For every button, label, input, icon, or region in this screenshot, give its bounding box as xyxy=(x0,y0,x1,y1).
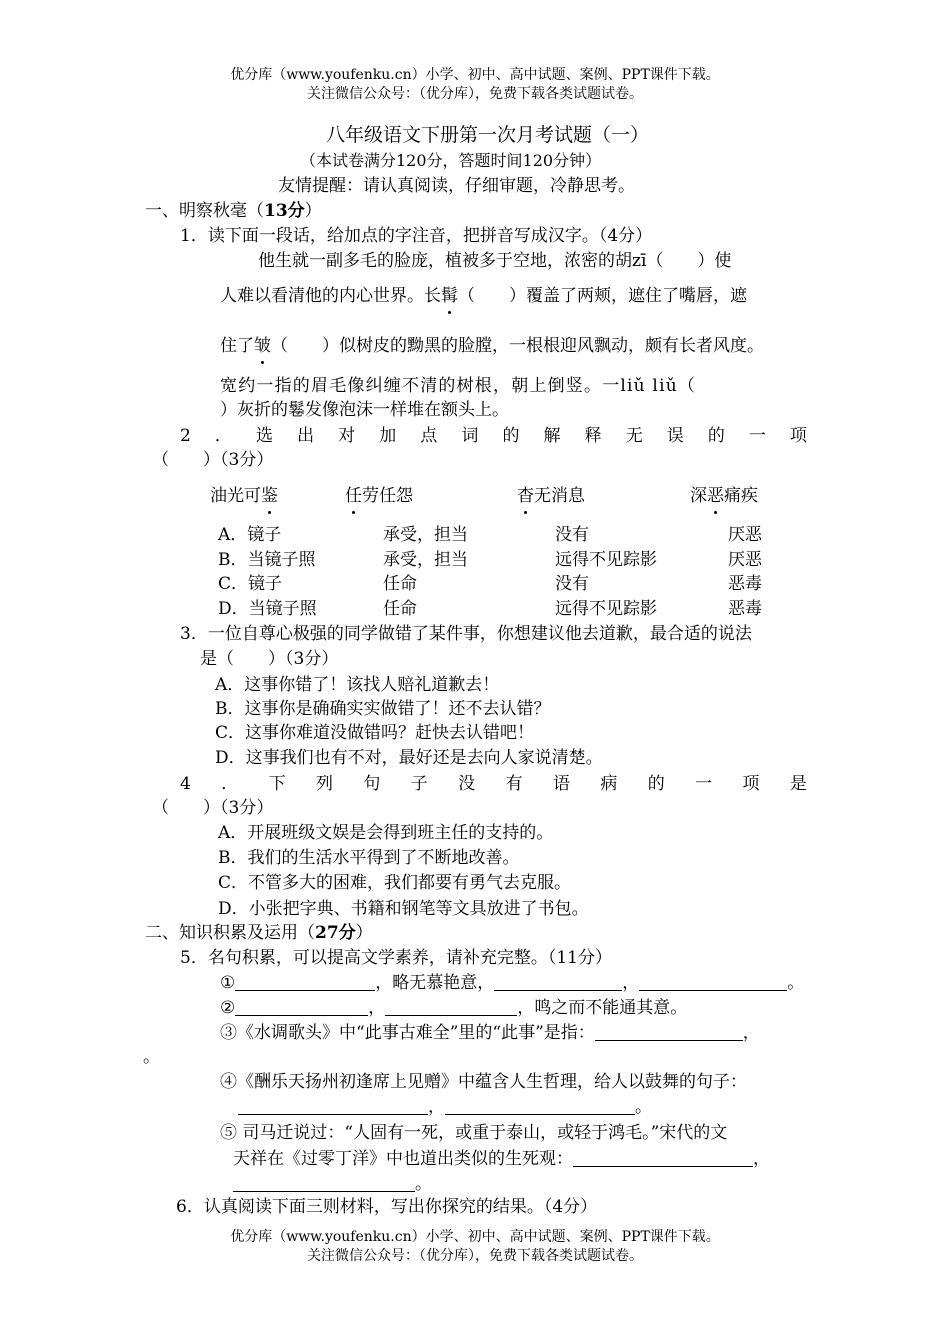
q2-prompt-chars xyxy=(180,425,807,447)
section1-heading-post: ） xyxy=(304,201,322,221)
fill-blank[interactable] xyxy=(385,997,517,1016)
dotted-char: 恶 xyxy=(707,486,724,506)
q2-prompt-char: ． xyxy=(214,426,232,446)
exam-subtitle: （本试卷满分120分，答题时间120分钟） xyxy=(300,151,602,170)
q4-prompt-char: 语 xyxy=(552,774,570,794)
item-text: ③《水调歌头》中“此事古难全”里的“此事”是指： xyxy=(220,1023,595,1043)
q1-passage-line-1: 他生就一副多毛的脸庞，植被多于空地，浓密的胡zī（ ）使 xyxy=(258,251,732,271)
section2-heading-post: ） xyxy=(355,923,373,943)
q2-word-3 xyxy=(517,485,585,507)
q4-prompt-char: 项 xyxy=(742,774,760,794)
q6-prompt: 6．认真阅读下面三则材料，写出你探究的结果。（4分） xyxy=(176,1197,598,1217)
word-text: 无消息 xyxy=(534,486,585,506)
q2-prompt-char: 选 xyxy=(255,426,273,446)
fill-blank[interactable] xyxy=(445,1096,635,1115)
q2-option-d-2: 任命 xyxy=(383,599,417,619)
q4-prompt-tail: （ ）（3分） xyxy=(152,798,274,818)
q2-prompt-tail: （ ）（3分） xyxy=(152,450,274,470)
q5-item-4: ④《酬乐天扬州初逢席上见赠》中蕴含人生哲理，给人以鼓舞的句子： xyxy=(220,1072,747,1092)
item-text: ， xyxy=(753,1149,770,1169)
q4-prompt xyxy=(180,773,807,795)
dotted-char: 任 xyxy=(345,486,362,506)
dotted-char-zhou: 皱 xyxy=(254,336,271,356)
footer-line-1: 优分库（www.youfenku.cn）小学、初中、高中试题、案例、PPT课件下载。 xyxy=(230,1229,720,1245)
item-text: 。 xyxy=(415,1174,432,1194)
header-line-2: 关注微信公众号：（优分库），免费下载各类试题试卷。 xyxy=(307,86,643,102)
q3-prompt: 3．一位自尊心极强的同学做错了某件事，你想建议他去道歉，最合适的说法 xyxy=(180,624,752,644)
fill-blank[interactable] xyxy=(595,1022,743,1041)
dotted-char: 鉴 xyxy=(261,486,278,506)
section2-score: 27分 xyxy=(315,923,356,943)
q2-option-b-2: 承受，担当 xyxy=(383,550,468,570)
q2-word-2 xyxy=(345,485,413,507)
fill-blank[interactable] xyxy=(639,972,787,991)
q2-prompt-char: 词 xyxy=(461,426,479,446)
fill-blank[interactable] xyxy=(235,972,375,991)
item-number: ① xyxy=(220,973,236,993)
q3-option-a: A．这事你错了！该找人赔礼道歉去！ xyxy=(215,675,500,695)
dotted-char: 杳 xyxy=(517,486,534,506)
q2-option-c-3: 没有 xyxy=(555,574,589,594)
q2-option-d-3: 远得不见踪影 xyxy=(555,599,657,619)
item-text: ， xyxy=(428,1097,445,1117)
q4-prompt-char: 列 xyxy=(316,774,333,794)
fill-blank[interactable] xyxy=(238,1096,428,1115)
q1-passage-text: （ ）似树皮的黝黑的脸膛，一根根迎风飘动，颇有长者风度。 xyxy=(271,336,764,356)
q2-option-c-1: C．镜子 xyxy=(218,574,283,594)
section2-heading-pre: 二、知识积累及运用（ xyxy=(145,923,315,943)
q5-item-5b xyxy=(233,1148,770,1170)
q1-passage-line-2 xyxy=(220,285,747,307)
q2-prompt-char: 2 xyxy=(180,426,191,446)
q4-prompt-char: 是 xyxy=(789,774,807,794)
section2-heading xyxy=(145,922,373,944)
q4-option-c: C．不管多大的困难，我们都要有勇气去克服。 xyxy=(218,873,572,893)
q5-item-3-end: 。 xyxy=(143,1047,160,1067)
exam-reminder: 友情提醒：请认真阅读，仔细审题，冷静思考。 xyxy=(278,176,635,196)
q2-word-1 xyxy=(210,485,278,507)
section1-score: 13分 xyxy=(264,201,305,221)
item-number: ② xyxy=(220,998,236,1018)
q4-prompt-char: 的 xyxy=(647,774,665,794)
q2-option-d-1: D．当镜子照 xyxy=(218,599,317,619)
header-line-1: 优分库（www.youfenku.cn）小学、初中、高中试题、案例、PPT课件下载。 xyxy=(230,67,720,83)
item-text: ， xyxy=(742,1023,760,1043)
q1-passage-line-3 xyxy=(220,335,764,357)
q5-item-4-answer xyxy=(238,1096,652,1118)
q3-prompt-tail: 是（ ）（3分） xyxy=(200,649,339,669)
q1-passage-text: （ ）覆盖了两颊，遮住了嘴唇，遮 xyxy=(458,286,747,306)
item-text: ， xyxy=(622,973,640,993)
word-text: 深 xyxy=(690,486,707,506)
q1-prompt: 1．读下面一段话，给加点的字注音，把拼音写成汉字。（4分） xyxy=(180,226,653,246)
q2-option-d-4: 恶毒 xyxy=(728,599,762,619)
dotted-char-ran: 髯 xyxy=(441,286,458,306)
section1-heading xyxy=(145,200,322,222)
q5-item-2 xyxy=(220,997,687,1019)
q2-word-4 xyxy=(690,485,758,507)
q2-prompt-char: 对 xyxy=(338,426,356,446)
q4-option-a: A．开展班级文娱是会得到班主任的支持的。 xyxy=(218,823,554,843)
q4-prompt-chars xyxy=(180,773,807,795)
q3-option-c: C．这事你难道没做错吗？赶快去认错吧！ xyxy=(215,723,535,743)
q2-prompt-char: 解 xyxy=(543,426,561,446)
q4-prompt-char: 一 xyxy=(695,774,713,794)
q4-prompt-char: ． xyxy=(221,774,239,794)
q2-option-b-4: 厌恶 xyxy=(728,550,762,570)
q2-option-c-4: 恶毒 xyxy=(728,574,762,594)
q4-prompt-char: 病 xyxy=(600,774,618,794)
item-text: ， xyxy=(368,998,386,1018)
q4-prompt-char: 下 xyxy=(268,774,286,794)
q2-prompt-char: 加 xyxy=(379,426,397,446)
item-text: 。 xyxy=(787,973,805,993)
q4-prompt-char: 子 xyxy=(410,774,428,794)
q2-prompt-char: 的 xyxy=(707,426,725,446)
q5-item-5-answer xyxy=(233,1173,432,1195)
q5-item-3 xyxy=(220,1022,760,1044)
word-text: 痛疾 xyxy=(724,486,758,506)
q2-option-a-4: 厌恶 xyxy=(728,525,762,545)
q1-passage-line-5: ）灰折的鬈发像泡沫一样堆在额头上。 xyxy=(220,400,509,420)
q2-option-a-3: 没有 xyxy=(555,525,589,545)
word-text: 劳任怨 xyxy=(362,486,413,506)
q4-prompt-char: 有 xyxy=(505,774,523,794)
section1-heading-pre: 一、明察秋毫（ xyxy=(145,201,264,221)
item-text: 天祥在《过零丁洋》中也道出类似的生死观： xyxy=(233,1149,573,1169)
q1-passage-line-4: 宽约一指的眉毛像纠缠不清的树根，朝上倒竖。一liǔ liǔ（ xyxy=(220,376,697,396)
item-text: ，鸣之而不能通其意。 xyxy=(517,998,688,1018)
q5-prompt: 5．名句积累，可以提高文学素养，请补充完整。（11分） xyxy=(180,948,612,968)
item-text: 。 xyxy=(635,1097,652,1117)
q4-option-b: B．我们的生活水平得到了不断地改善。 xyxy=(218,848,520,868)
q2-prompt-char: 误 xyxy=(666,426,684,446)
q2-option-a-2: 承受，担当 xyxy=(383,525,468,545)
q2-prompt-char: 项 xyxy=(790,426,807,446)
q5-item-5: ⑤ 司马迁说过：“人固有一死，或重于泰山，或轻于鸿毛。”宋代的文 xyxy=(220,1123,728,1143)
word-text: 油光可 xyxy=(210,486,261,506)
q2-prompt-char: 点 xyxy=(420,426,438,446)
q2-option-b-3: 远得不见踪影 xyxy=(555,550,657,570)
q2-prompt-char: 无 xyxy=(625,426,643,446)
q1-passage-text: 住了 xyxy=(220,336,254,356)
q2-option-b-1: B．当镜子照 xyxy=(218,550,316,570)
fill-blank[interactable] xyxy=(494,972,622,991)
q2-option-a-1: A．镜子 xyxy=(218,525,282,545)
footer-line-2: 关注微信公众号：（优分库），免费下载各类试题试卷。 xyxy=(307,1248,643,1264)
q5-item-1 xyxy=(220,972,804,994)
fill-blank[interactable] xyxy=(235,997,368,1016)
q2-prompt-char: 释 xyxy=(584,426,602,446)
q2-option-c-2: 任命 xyxy=(383,574,417,594)
q2-prompt-char: 一 xyxy=(748,426,766,446)
fill-blank[interactable] xyxy=(573,1148,753,1167)
q4-prompt-char: 句 xyxy=(363,774,381,794)
q2-prompt xyxy=(180,425,807,447)
q4-prompt-char: 没 xyxy=(458,774,476,794)
q4-prompt-char: 4 xyxy=(180,774,191,794)
q3-option-b: B．这事你是确确实实做错了！还不去认错？ xyxy=(215,699,551,719)
item-text: ，略无慕艳意， xyxy=(375,973,495,993)
q4-option-d: D．小张把字典、书籍和钢笔等文具放进了书包。 xyxy=(218,899,589,919)
exam-title: 八年级语文下册第一次月考试题（一） xyxy=(326,124,650,146)
fill-blank[interactable] xyxy=(233,1173,415,1192)
q2-prompt-char: 的 xyxy=(502,426,520,446)
q3-option-d: D．这事我们也有不对，最好还是去向人家说清楚。 xyxy=(215,748,603,768)
q1-passage-text: 人难以看清他的内心世界。长 xyxy=(220,286,441,306)
q2-prompt-char: 出 xyxy=(297,426,315,446)
